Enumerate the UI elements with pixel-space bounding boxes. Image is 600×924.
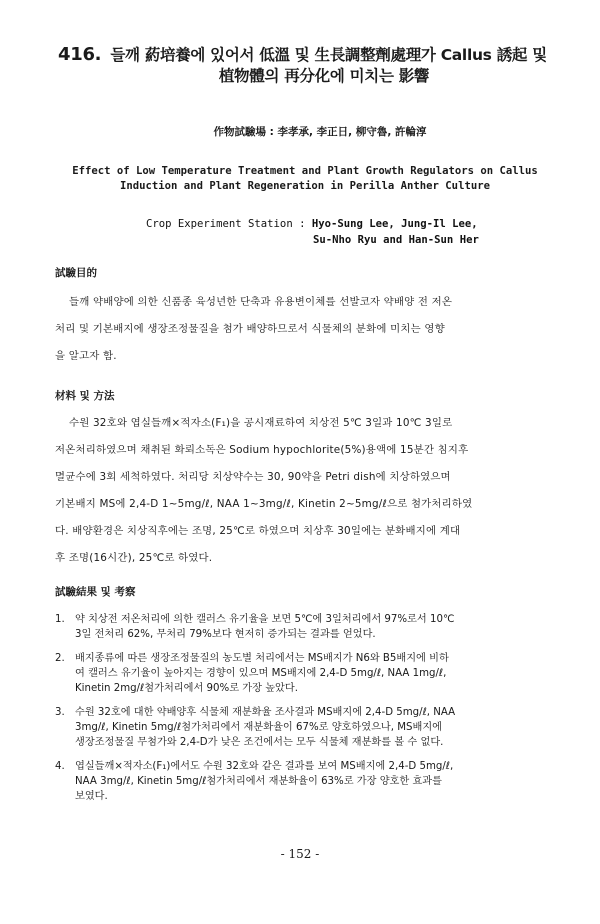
result-number: 4.: [55, 761, 65, 772]
english-authors-line-1: Hyo-Sung Lee, Jung-Il Lee,: [311, 218, 478, 230]
results-heading: 試驗結果 및 考察: [55, 586, 136, 598]
methods-heading: 材料 및 方法: [55, 390, 115, 402]
result-number: 2.: [55, 653, 65, 664]
station-label: Crop Experiment Station :: [146, 218, 306, 230]
paragraph-line: 후 조명(16시간), 25℃로 하였다.: [55, 552, 213, 564]
paragraph-line: 멸균수에 3회 세척하였다. 처리당 치상약수는 30, 90약을 Petri dish에 치상하였으며: [55, 471, 451, 483]
result-line: Kinetin 2mg/ℓ첨가처리에서 90%로 가장 높았다.: [75, 683, 298, 694]
purpose-heading: 試驗目的: [55, 267, 97, 279]
result-line: 수원 32호에 대한 약배양후 식물체 재분화율 조사결과 MS배지에 2,4-D 5mg/ℓ, NAA: [75, 707, 456, 718]
article-number: 416.: [58, 44, 102, 65]
result-line: 약 치상전 저온처리에 의한 캘러스 유기율을 보면 5℃에 3일처리에서 97%로서 10℃: [75, 614, 455, 625]
korean-title-line-2: 植物體의 再分化에 미치는 影響: [218, 67, 430, 85]
result-line: 3mg/ℓ, Kinetin 5mg/ℓ첨가처리에서 재분화율이 67%로 양호하였으나, MS배지에: [75, 722, 443, 733]
paragraph-line: 수원 32호와 엽실들깨×적자소(F₁)을 공시재료하여 치상전 5℃ 3일과 10℃ 3일로: [69, 417, 453, 429]
result-item-4: [55, 759, 575, 804]
result-line: NAA 3mg/ℓ, Kinetin 5mg/ℓ첨가처리에서 재분화율이 63%로 가장 양호한 효과를: [75, 776, 442, 787]
paragraph-line: 처리 및 기본배지에 생장조정물질을 첨가 배양하므로서 식물체의 분화에 미치는 영향: [55, 323, 445, 335]
korean-authors: 作物試驗場 : 李孝承, 李正日, 柳守魯, 許輪淳: [213, 126, 427, 138]
paragraph-line: 들깨 약배양에 의한 신품종 육성년한 단축과 유용변이체를 선발코자 약배양 전 저온: [69, 296, 453, 308]
result-line: 여 캘러스 유기율이 높아지는 경향이 있으며 MS배지에 2,4-D 5mg/ℓ, NAA 1mg/ℓ,: [75, 668, 447, 679]
english-authors-line-2: Su-Nho Ryu and Han-Sun Her: [313, 234, 479, 246]
result-item-2: [55, 651, 575, 696]
result-number: 1.: [55, 614, 65, 625]
result-line: 배지종류에 따른 생장조정물질의 농도별 처리에서는 MS배지가 N6와 B5배지에 비하: [75, 653, 449, 664]
result-line: 엽실들깨×적자소(F₁)에서도 수원 32호와 같은 결과를 보여 MS배지에 2,4-D 5mg/ℓ,: [75, 761, 454, 772]
korean-title-line-1: 들깨 葯培養에 있어서 低溫 및 生長調整劑處理가 Callus 誘起 및: [110, 46, 547, 64]
result-line: 생장조정물질 무첨가와 2,4-D가 낮은 조건에서는 모두 식물체 재분화를 볼 수 없다.: [75, 737, 444, 748]
paragraph-line: 다. 배양환경은 치상직후에는 조명, 25℃로 하였으며 치상후 30일에는 분화배지에 계대: [55, 525, 461, 537]
page-number: - 152 -: [280, 847, 320, 861]
result-item-3: [55, 705, 575, 750]
paragraph-line: 을 알고자 함.: [55, 350, 117, 362]
korean-title: [58, 44, 568, 87]
english-title-line-2: Induction and Plant Regeneration in Perilla Anther Culture: [120, 180, 490, 192]
results-list: [55, 612, 575, 813]
english-title-line-1: Effect of Low Temperature Treatment and Plant Growth Regulators on Callus: [72, 165, 538, 177]
methods-paragraph: [55, 410, 575, 572]
purpose-paragraph: [55, 289, 575, 370]
english-affiliation: [146, 216, 479, 248]
paragraph-line: 기본배지 MS에 2,4-D 1~5mg/ℓ, NAA 1~3mg/ℓ, Kinetin 2~5mg/ℓ으로 첨가처리하였: [55, 498, 473, 510]
result-line: 보였다.: [75, 791, 108, 802]
paragraph-line: 저온처리하였으며 채취된 화뢰소독은 Sodium hypochlorite(5%)용액에 15분간 침지후: [55, 444, 469, 456]
result-line: 3일 전처리 62%, 무처리 79%보다 현저히 증가되는 결과를 얻었다.: [75, 629, 376, 640]
english-title: [60, 164, 550, 194]
result-item-1: [55, 612, 575, 642]
result-number: 3.: [55, 707, 65, 718]
